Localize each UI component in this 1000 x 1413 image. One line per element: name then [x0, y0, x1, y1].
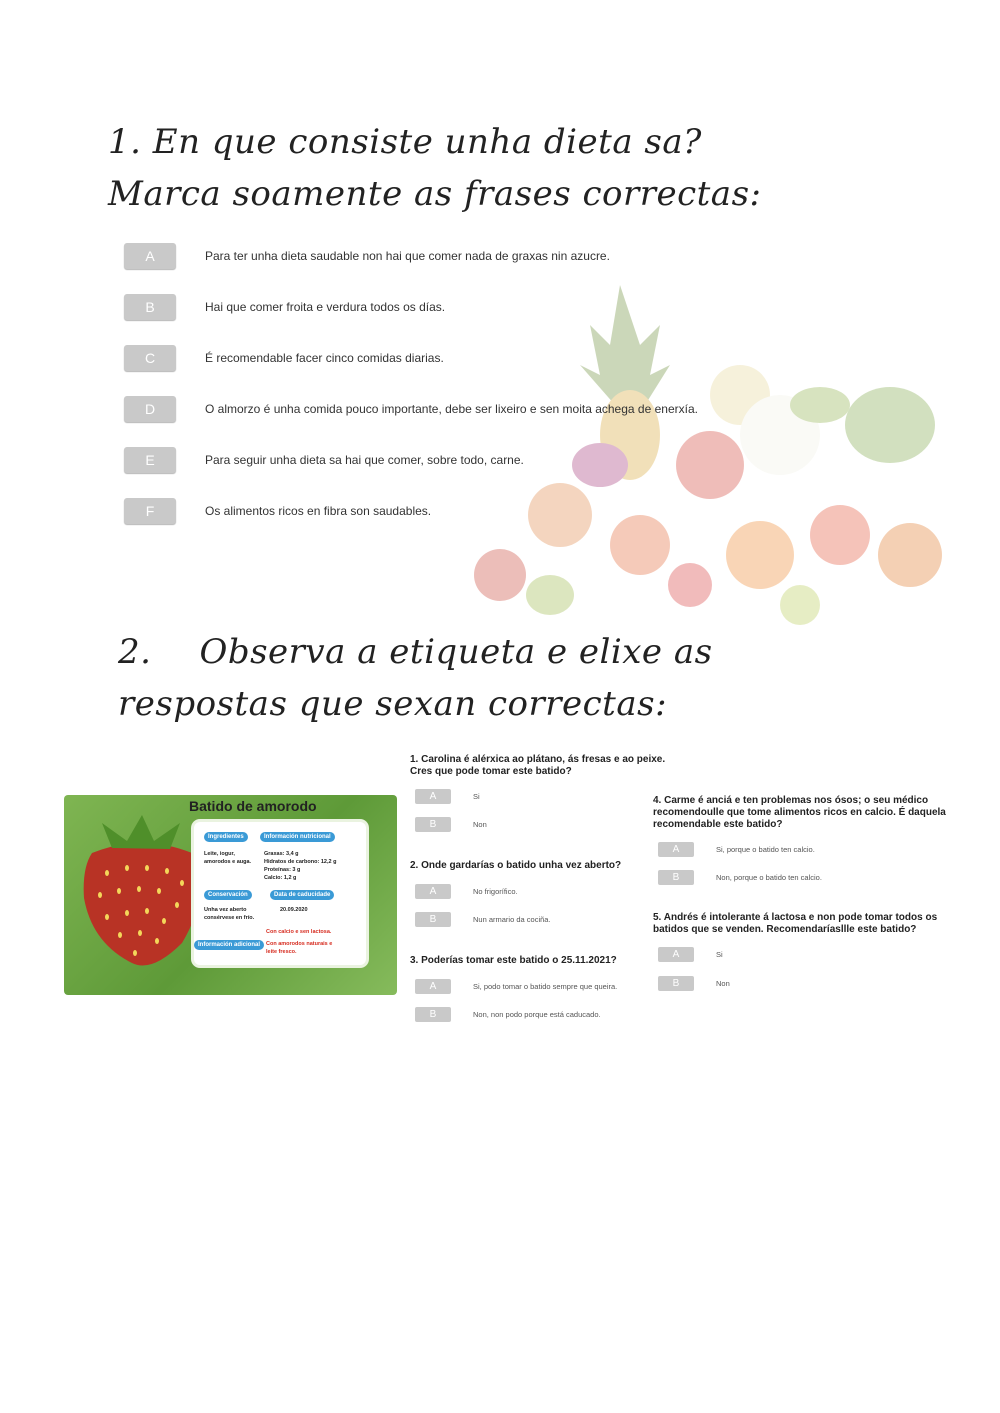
option-badge[interactable]: B — [658, 976, 694, 991]
label-info-card — [194, 822, 366, 965]
option-text: É recomendable facer cinco comidas diarias. — [205, 351, 444, 365]
option-badge[interactable]: B — [658, 870, 694, 885]
option-row-c[interactable] — [124, 345, 444, 371]
nutrition-fat: Graxas: 3,4 g — [264, 851, 299, 857]
option-row-f[interactable] — [124, 498, 431, 524]
extra-info-1: Con calcio e sen lactosa. — [266, 929, 332, 935]
option-badge[interactable]: B — [415, 912, 451, 927]
question-1-title: 1. En que consiste unha dieta sa? Marca soamente as frases correctas: — [108, 122, 762, 214]
subquestion-1-option-a[interactable] — [415, 789, 480, 804]
expiry-pill: Data de caducidade — [270, 890, 334, 900]
subquestion-1-option-b[interactable] — [415, 817, 487, 832]
option-badge[interactable]: A — [658, 842, 694, 857]
option-badge[interactable]: E — [124, 447, 176, 473]
conservation-text: Unha vez aberto consérvese en frío. — [204, 907, 255, 921]
option-badge[interactable]: F — [124, 498, 176, 524]
option-text: Non, non podo porque está caducado. — [473, 1010, 601, 1019]
option-row-b[interactable] — [124, 294, 445, 320]
strawberry-icon — [72, 813, 212, 973]
option-text: Hai que comer froita e verdura todos os días. — [205, 300, 446, 314]
product-label-image — [64, 795, 397, 995]
nutrition-pill: Información nutricional — [260, 832, 335, 842]
option-text: Non, porque o batido ten calcio. — [716, 873, 822, 882]
nutrition-carbs: Hidratos de carbono: 12,2 g — [264, 859, 337, 865]
option-badge[interactable]: A — [415, 789, 451, 804]
option-text: Nun armario da cociña. — [473, 915, 551, 924]
option-badge[interactable]: B — [415, 1007, 451, 1022]
subquestion-2-option-a[interactable] — [415, 884, 518, 899]
option-badge[interactable]: C — [124, 345, 176, 371]
subquestion-2-title: 2. Onde gardarías o batido unha vez aberto? — [410, 860, 622, 871]
option-text: Os alimentos ricos en fibra son saudables. — [205, 504, 432, 518]
subquestion-2-option-b[interactable] — [415, 912, 551, 927]
option-text: Para ter unha dieta saudable non hai que comer nada de graxas nin azucre. — [205, 249, 610, 263]
option-badge[interactable]: B — [124, 294, 176, 320]
option-badge[interactable]: A — [658, 947, 694, 962]
subquestion-4-option-b[interactable] — [658, 870, 822, 885]
option-badge[interactable]: A — [415, 884, 451, 899]
option-text: Si, podo tomar o batido sempre que queira. — [473, 982, 618, 991]
subquestion-5-option-b[interactable] — [658, 976, 730, 991]
nutrition-protein: Proteínas: 3 g — [264, 867, 301, 873]
question-2-title — [118, 626, 838, 730]
option-text: Si — [716, 950, 723, 959]
question-2-number: 2. — [118, 632, 152, 672]
ingredients-pill: Ingredientes — [204, 832, 248, 842]
ingredients-text: Leite, iogur, amorodos e auga. — [204, 851, 252, 865]
option-text: O almorzo é unha comida pouco importante, debe ser lixeiro e sen moita achega de enerxía. — [205, 402, 698, 416]
option-text: Para seguir unha dieta sa hai que comer, sobre todo, carne. — [205, 453, 524, 467]
subquestion-1-title: 1. Carolina é alérxica ao plátano, ás fresas e ao peixe. Cres que pode tomar este batido? — [410, 754, 666, 777]
option-row-a[interactable] — [124, 243, 610, 269]
label-title: Batido de amorodo — [189, 798, 317, 814]
subquestion-5-title: 5. Andrés é intolerante á lactosa e non pode tomar todos os batidos que se venden. Recomendaríasllle este batido? — [653, 912, 938, 935]
subquestion-3-option-b[interactable] — [415, 1007, 601, 1022]
subquestion-4-option-a[interactable] — [658, 842, 815, 857]
question-2-text: Observa a etiqueta e elixe as respostas que sexan correctas: — [118, 632, 713, 724]
subquestion-3-option-a[interactable] — [415, 979, 617, 994]
nutrition-calcium: Calcio: 1,2 g — [264, 875, 297, 881]
option-badge[interactable]: B — [415, 817, 451, 832]
option-badge[interactable]: A — [415, 979, 451, 994]
subquestion-4-title: 4. Carme é anciá e ten problemas nos ósos; o seu médico recomendoulle que tome alimentos ricos en calcio. É daquela recomendable este batido? — [653, 795, 946, 830]
option-text: Non — [716, 979, 730, 988]
extra-info-2: Con amorodos naturais e leite fresco. — [266, 941, 333, 955]
option-row-d[interactable] — [124, 396, 698, 422]
option-text: No frigorífico. — [473, 887, 518, 896]
option-text: Si, porque o batido ten calcio. — [716, 845, 815, 854]
subquestion-3-title: 3. Poderías tomar este batido o 25.11.2021? — [410, 955, 617, 966]
expiry-date: 20.09.2020 — [280, 907, 308, 913]
extra-info-pill: Información adicional — [194, 940, 264, 950]
option-text: Non — [473, 820, 487, 829]
option-badge[interactable]: A — [124, 243, 176, 269]
option-row-e[interactable] — [124, 447, 524, 473]
subquestion-5-option-a[interactable] — [658, 947, 723, 962]
option-badge[interactable]: D — [124, 396, 176, 422]
conservation-pill: Conservación — [204, 890, 252, 900]
option-text: Si — [473, 792, 480, 801]
